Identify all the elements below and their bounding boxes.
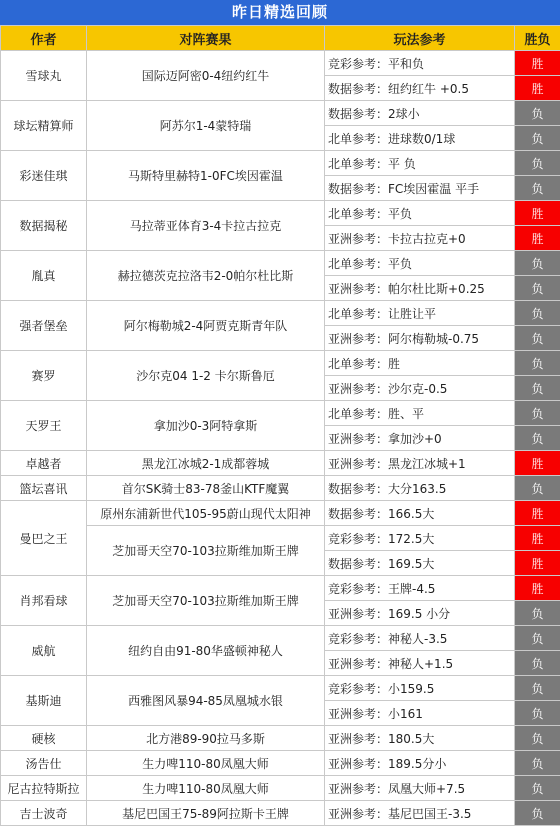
author-cell: 汤告仕 [1, 751, 87, 776]
match-cell: 拿加沙0-3阿特拿斯 [87, 401, 325, 451]
play-cell: 亚洲参考：拿加沙+0 [325, 426, 515, 451]
results-table [0, 25, 560, 826]
header-author: 作者 [1, 26, 87, 51]
author-cell: 数据揭秘 [1, 201, 87, 251]
result-badge: 负 [515, 426, 560, 451]
author-cell: 球坛精算师 [1, 101, 87, 151]
author-cell: 曼巴之王 [1, 501, 87, 576]
table-row [1, 151, 560, 176]
match-cell: 生力啤110-80凤凰大师 [87, 776, 325, 801]
result-badge: 负 [515, 151, 560, 176]
play-cell: 北单参考：平负 [325, 251, 515, 276]
result-badge: 负 [515, 701, 560, 726]
table-row [1, 351, 560, 376]
result-badge: 负 [515, 276, 560, 301]
result-badge: 负 [515, 251, 560, 276]
play-cell: 数据参考：169.5大 [325, 551, 515, 576]
result-badge: 负 [515, 751, 560, 776]
result-badge: 负 [515, 101, 560, 126]
table-row [1, 776, 560, 801]
result-badge: 负 [515, 176, 560, 201]
match-cell: 芝加哥天空70-103拉斯维加斯王牌 [87, 576, 325, 626]
result-badge: 负 [515, 401, 560, 426]
result-badge: 负 [515, 726, 560, 751]
result-badge: 胜 [515, 576, 560, 601]
play-cell: 亚洲参考：凤凰大师+7.5 [325, 776, 515, 801]
match-cell: 阿尔梅勒城2-4阿贾克斯青年队 [87, 301, 325, 351]
page-title: 昨日精选回顾 [0, 0, 560, 25]
author-cell: 胤真 [1, 251, 87, 301]
result-badge: 负 [515, 376, 560, 401]
header-match: 对阵赛果 [87, 26, 325, 51]
play-cell: 竞彩参考：小159.5 [325, 676, 515, 701]
table-row [1, 451, 560, 476]
match-cell: 马斯特里赫特1-0FC埃因霍温 [87, 151, 325, 201]
table-row [1, 301, 560, 326]
table-row [1, 201, 560, 226]
match-cell: 赫拉德茨克拉洛韦2-0帕尔杜比斯 [87, 251, 325, 301]
author-cell: 强者堡垒 [1, 301, 87, 351]
author-cell: 威航 [1, 626, 87, 676]
match-cell: 生力啤110-80凤凰大师 [87, 751, 325, 776]
play-cell: 北单参考：平 负 [325, 151, 515, 176]
result-badge: 胜 [515, 551, 560, 576]
play-cell: 亚洲参考：小161 [325, 701, 515, 726]
play-cell: 北单参考：让胜让平 [325, 301, 515, 326]
play-cell: 亚洲参考：帕尔杜比斯+0.25 [325, 276, 515, 301]
author-cell: 彩迷佳琪 [1, 151, 87, 201]
result-badge: 负 [515, 776, 560, 801]
match-cell: 国际迈阿密0-4纽约红牛 [87, 51, 325, 101]
result-badge: 负 [515, 626, 560, 651]
result-badge: 胜 [515, 451, 560, 476]
match-cell: 马拉蒂亚体育3-4卡拉古拉克 [87, 201, 325, 251]
result-badge: 胜 [515, 501, 560, 526]
author-cell: 基斯迪 [1, 676, 87, 726]
result-badge: 胜 [515, 51, 560, 76]
play-cell: 亚洲参考：189.5分小 [325, 751, 515, 776]
result-badge: 负 [515, 126, 560, 151]
play-cell: 亚洲参考：阿尔梅勒城-0.75 [325, 326, 515, 351]
table-row [1, 476, 560, 501]
play-cell: 竞彩参考：平和负 [325, 51, 515, 76]
play-cell: 数据参考：166.5大 [325, 501, 515, 526]
result-badge: 胜 [515, 226, 560, 251]
header-play: 玩法参考 [325, 26, 515, 51]
play-cell: 亚洲参考：卡拉古拉克+0 [325, 226, 515, 251]
play-cell: 亚洲参考：169.5 小分 [325, 601, 515, 626]
play-cell: 数据参考：大分163.5 [325, 476, 515, 501]
table-row [1, 751, 560, 776]
table-row [1, 251, 560, 276]
play-cell: 北单参考：胜 [325, 351, 515, 376]
match-cell: 纽约自由91-80华盛顿神秘人 [87, 626, 325, 676]
result-badge: 负 [515, 651, 560, 676]
match-cell: 原州东浦新世代105-95蔚山现代太阳神 [87, 501, 325, 526]
author-cell: 雪球丸 [1, 51, 87, 101]
result-badge: 胜 [515, 76, 560, 101]
table-row [1, 676, 560, 701]
author-cell: 卓越者 [1, 451, 87, 476]
match-cell: 黑龙江冰城2-1成都蓉城 [87, 451, 325, 476]
table-row [1, 101, 560, 126]
table-row [1, 626, 560, 651]
play-cell: 北单参考：胜、平 [325, 401, 515, 426]
play-cell: 亚洲参考：神秘人+1.5 [325, 651, 515, 676]
result-badge: 胜 [515, 201, 560, 226]
author-cell: 吉士波奇 [1, 801, 87, 826]
result-badge: 负 [515, 476, 560, 501]
table-row [1, 501, 560, 526]
result-badge: 负 [515, 301, 560, 326]
table-row [1, 401, 560, 426]
match-cell: 阿苏尔1-4蒙特瑞 [87, 101, 325, 151]
result-badge: 负 [515, 676, 560, 701]
table-row [1, 576, 560, 601]
author-cell: 硬核 [1, 726, 87, 751]
play-cell: 数据参考：纽约红牛 +0.5 [325, 76, 515, 101]
result-badge: 负 [515, 326, 560, 351]
play-cell: 竞彩参考：王牌-4.5 [325, 576, 515, 601]
match-cell: 沙尔克04 1-2 卡尔斯鲁厄 [87, 351, 325, 401]
header-result: 胜负 [515, 26, 560, 51]
result-badge: 胜 [515, 526, 560, 551]
play-cell: 竞彩参考：神秘人-3.5 [325, 626, 515, 651]
match-cell: 首尔SK骑士83-78釜山KTF魔翼 [87, 476, 325, 501]
author-cell: 肖邦看球 [1, 576, 87, 626]
author-cell: 篮坛喜讯 [1, 476, 87, 501]
play-cell: 亚洲参考：180.5大 [325, 726, 515, 751]
table-row [1, 51, 560, 76]
match-cell: 芝加哥天空70-103拉斯维加斯王牌 [87, 526, 325, 576]
author-cell: 天罗王 [1, 401, 87, 451]
header-row [1, 26, 560, 51]
match-cell: 北方港89-90拉马多斯 [87, 726, 325, 751]
result-badge: 负 [515, 351, 560, 376]
play-cell: 北单参考：进球数0/1球 [325, 126, 515, 151]
play-cell: 竞彩参考：172.5大 [325, 526, 515, 551]
play-cell: 亚洲参考：基尼巴国王-3.5 [325, 801, 515, 826]
table-row [1, 726, 560, 751]
author-cell: 尼古拉特斯拉 [1, 776, 87, 801]
play-cell: 亚洲参考：沙尔克-0.5 [325, 376, 515, 401]
result-badge: 负 [515, 801, 560, 826]
play-cell: 数据参考：2球小 [325, 101, 515, 126]
author-cell: 赛罗 [1, 351, 87, 401]
match-cell: 基尼巴国王75-89阿拉斯卡王牌 [87, 801, 325, 826]
play-cell: 北单参考：平负 [325, 201, 515, 226]
play-cell: 亚洲参考：黑龙江冰城+1 [325, 451, 515, 476]
results-body [1, 51, 560, 826]
result-badge: 负 [515, 601, 560, 626]
play-cell: 数据参考：FC埃因霍温 平手 [325, 176, 515, 201]
match-cell: 西雅图风暴94-85凤凰城水银 [87, 676, 325, 726]
